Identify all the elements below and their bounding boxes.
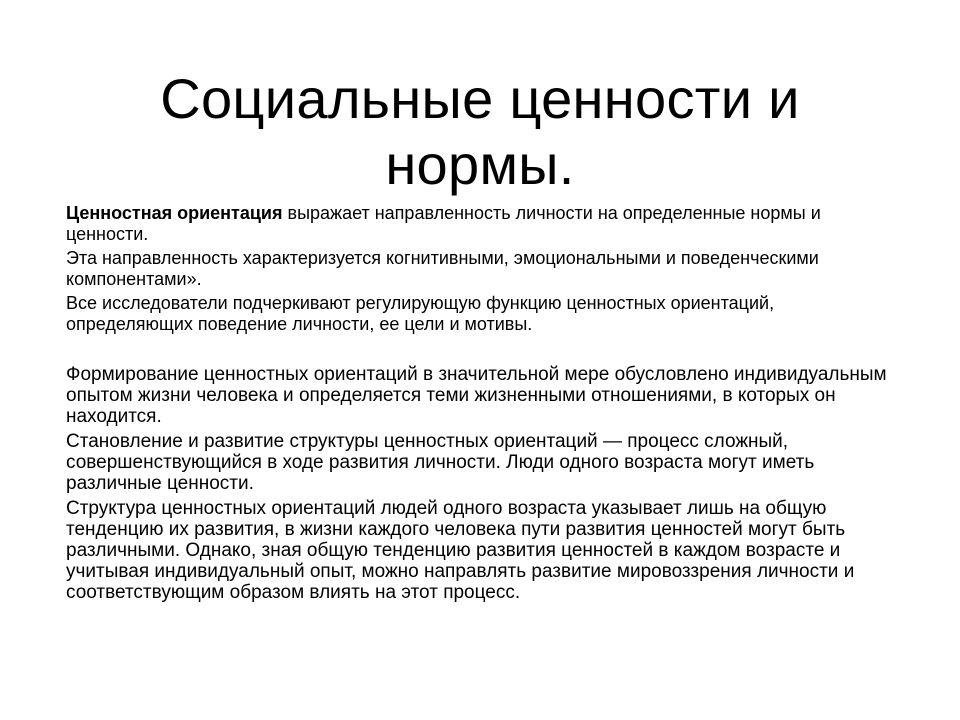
paragraph-formation: Формирование ценностных ориентаций в значительной мере обусловлено индивидуальным опытом жизни человека и определяется теми жизненными отношениями, в которых он находится. bbox=[66, 364, 887, 427]
slide-title: Социальные ценности и нормы. bbox=[160, 67, 800, 196]
paragraph-value-orientation bbox=[66, 203, 896, 244]
paragraph-regulating-function: Все исследователи подчеркивают регулирующую функцию ценностных ориентаций, определяющих поведение личности, ее цели и мотивы. bbox=[66, 293, 775, 334]
paragraph-development: Становление и развитие структуры ценностных ориентаций — процесс сложный, совершенствующийся в ходе развития личности. Люди одного возраста могут иметь различные ценности. bbox=[66, 431, 815, 494]
term-value-orientation: Ценностная ориентация bbox=[66, 203, 283, 223]
slide-body bbox=[66, 203, 896, 607]
paragraph-gap bbox=[66, 338, 896, 364]
paragraph-structure: Структура ценностных ориентаций людей одного возраста указывает лишь на общую тенденцию их развития, в жизни каждого человека пути развития ценностей могут быть различными. Однако, зная общую тенденцию развития ценностей в каждом возрасте и учитывая индивидуальный опыт, можно направлять развитие мировоззрения личности и соответствующим образом влиять на этот процесс. bbox=[66, 498, 855, 603]
paragraph-text: выражает направленность личности на определенные нормы и ценности. bbox=[66, 203, 821, 244]
paragraph-components: Эта направленность характеризуется когнитивными, эмоциональными и поведенческими компонентами». bbox=[66, 248, 819, 289]
